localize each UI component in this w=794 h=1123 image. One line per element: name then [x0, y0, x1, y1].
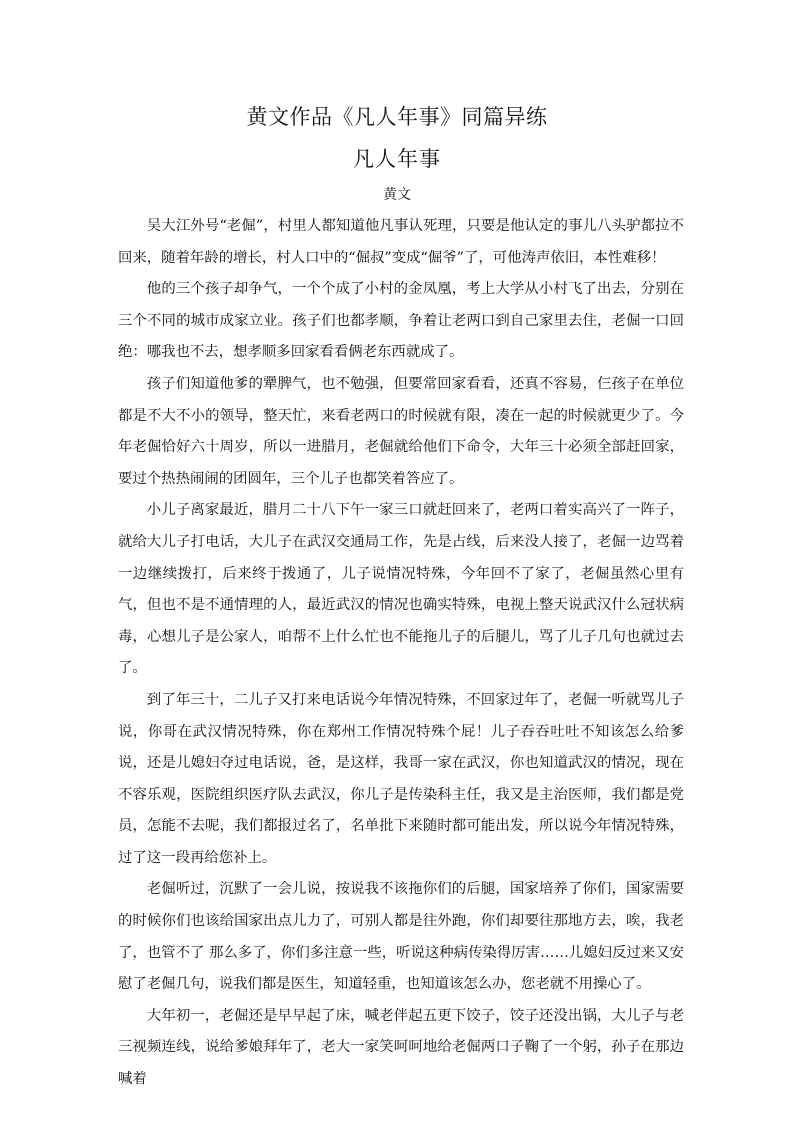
paragraph: 小儿子离家最近，腊月二十八下午一家三口就赶回来了，老两口着实高兴了一阵子，就给大儿子打电话，大儿子在武汉交通局工作，先是占线，后来没人接了，老倔一边骂着一边继续拨打，后来终于拨通了，儿子说情况特殊，今年回不了家了，老倔虽然心里有气，但也不是不通情理的人，最近武汉的情况也确实特殊，电视上整天说武汉什么冠状病毒，心想儿子是公家人，咱帮不上什么忙也不能拖儿子的后腿儿，骂了儿子几句也就过去了。	[118, 502, 684, 677]
story-title: 凡人年事	[353, 147, 441, 171]
paragraph: 老倔听过，沉默了一会儿说，按说我不该拖你们的后腿，国家培养了你们，国家需要的时候你们也该给国家出点儿力了，可别人都是往外跑，你们却要往那地方去，唉，我老了，也管不了 那么多了，你们多注意一些，听说这种病传染得厉害……儿媳妇反过来又安慰了老倔几句，说我们都是医生，知道轻重，也知道该怎么办，您老就不用操心了。	[118, 881, 684, 993]
paragraph: 他的三个孩子却争气，一个个成了小村的金凤凰，考上大学从小村飞了出去，分别在三个不同的城市成家立业。孩子们也都孝顺，争着让老两口到自己家里去住，老倔一口回绝：哪我也不去，想孝顺多回家看看俩老东西就成了。	[118, 281, 684, 361]
paragraph: 吴大江外号“老倔”，村里人都知道他凡事认死理，只要是他认定的事儿八头驴都拉不回来，随着年龄的增长，村人口中的“倔叔”变成“倔爷”了，可他涛声依旧，本性难移！	[118, 218, 684, 266]
story-body	[118, 211, 684, 1096]
author-name: 黄文	[383, 187, 411, 203]
paragraph: 孩子们知道他爹的犟脾气，也不勉强，但要常回家看看，还真不容易，仨孩子在单位都是不大不小的领导，整天忙，来看老两口的时候就有限，凑在一起的时候就更少了。今年老倔恰好六十周岁，所以一进腊月，老倔就给他们下命令，大年三十必须全部赶回家，要过个热热闹闹的团圆年，三个儿子也都笑着答应了。	[118, 375, 684, 487]
paragraph: 大年初一，老倔还是早早起了床，喊老伴起五更下饺子，饺子还没出锅，大儿子与老三视频连线，说给爹娘拜年了，老大一家笑呵呵地给老倔两口子鞠了一个躬，孙子在那边喊着	[118, 1007, 684, 1088]
document-title: 黄文作品《凡人年事》同篇异练	[246, 105, 548, 129]
paragraph: 到了年三十，二儿子又打来电话说今年情况特殊，不回家过年了，老倔一听就骂儿子说，你哥在武汉情况特殊，你在郑州工作情况特殊个屁！儿子吞吞吐吐不知该怎么给爹说，还是儿媳妇夺过电话说，爸，是这样，我哥一家在武汉，你也知道武汉的情况，现在不容乐观，医院组织医疗队去武汉，你儿子是传染科主任，我又是主治医师，我们都是党员，怎能不去呢，我们都报过名了，名单批下来随时都可能出发，所以说今年情况特殊，过了这一段再给您补上。	[118, 691, 684, 866]
